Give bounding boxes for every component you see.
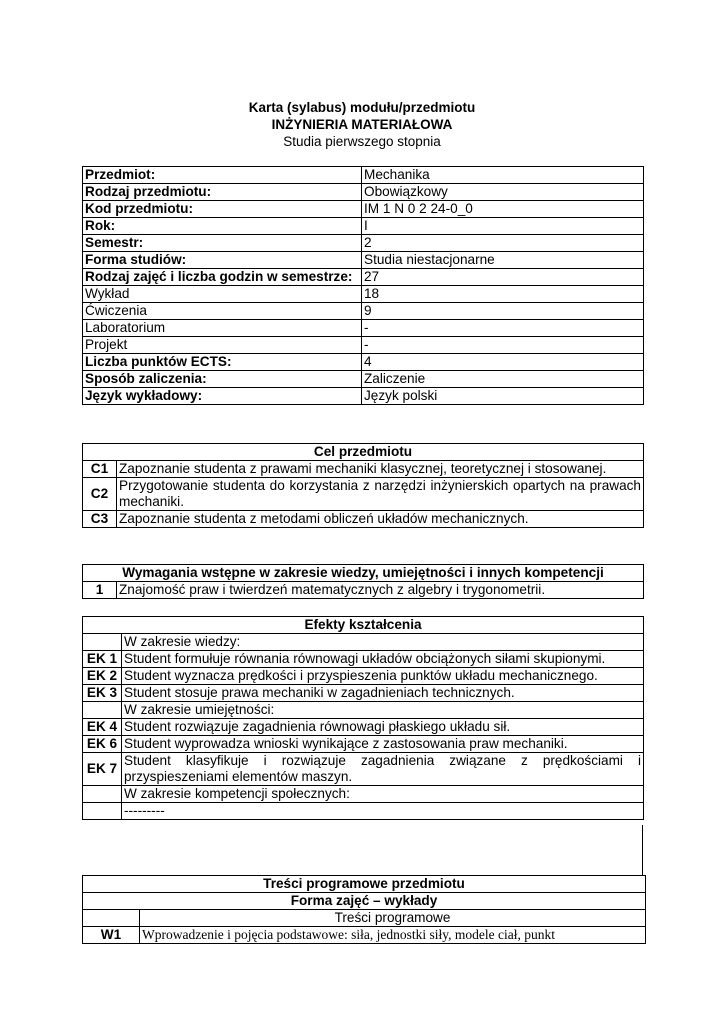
table-row xyxy=(83,320,644,337)
table-row xyxy=(83,461,644,478)
outcome-code: EK 2 xyxy=(83,668,122,685)
table-row xyxy=(83,184,644,201)
outcome-code: EK 7 xyxy=(83,753,122,786)
table-row xyxy=(83,910,646,927)
info-label: Wykład xyxy=(83,286,362,303)
table-row xyxy=(83,634,644,651)
header-line-1: Karta (sylabus) modułu/przedmiotu xyxy=(248,100,476,115)
table-row xyxy=(83,388,644,405)
goal-code: C3 xyxy=(83,511,117,528)
prerequisite-code: 1 xyxy=(83,582,117,599)
table-row xyxy=(83,337,644,354)
outcome-group-label: W zakresie wiedzy: xyxy=(122,634,644,651)
table-row xyxy=(83,893,646,910)
table-row xyxy=(83,668,644,685)
lecture-text: Wprowadzenie i pojęcia podstawowe: siła, jednostki siły, modele ciał, punkt xyxy=(140,927,646,944)
table-row xyxy=(83,702,644,719)
info-value: I xyxy=(362,218,644,235)
outcome-code xyxy=(83,786,122,803)
info-label: Laboratorium xyxy=(83,320,362,337)
table-row xyxy=(83,565,644,582)
header-line-2: INŻYNIERIA MATERIAŁOWA xyxy=(271,117,453,132)
info-value: 27 xyxy=(362,269,644,286)
table-row xyxy=(83,444,644,461)
outcome-code: EK 4 xyxy=(83,719,122,736)
outcome-group-label: W zakresie umiejętności: xyxy=(122,702,644,719)
table-row xyxy=(83,478,644,511)
outcome-text: Student wyprowadza wnioski wynikające z zastosowania praw mechaniki. xyxy=(122,736,644,753)
section-title: Treści programowe przedmiotu xyxy=(83,876,646,893)
info-label: Język wykładowy: xyxy=(83,388,362,405)
outcome-code: EK 3 xyxy=(83,685,122,702)
lecture-code: W1 xyxy=(83,927,140,944)
outcome-text: Student rozwiązuje zagadnienia równowagi płaskiego układu sił. xyxy=(122,719,644,736)
info-value: Zaliczenie xyxy=(362,371,644,388)
table-row xyxy=(83,803,644,820)
info-value: 4 xyxy=(362,354,644,371)
outcome-code xyxy=(83,702,122,719)
table-row xyxy=(83,876,646,893)
info-label: Przedmiot: xyxy=(83,167,362,184)
info-label: Rodzaj przedmiotu: xyxy=(83,184,362,201)
table-row xyxy=(83,167,644,184)
section-title: Efekty kształcenia xyxy=(83,617,644,634)
prerequisite-text: Znajomość praw i twierdzeń matematycznych z algebry i trygonometrii. xyxy=(117,582,644,599)
outcome-text: Student stosuje prawa mechaniki w zagadnieniach technicznych. xyxy=(122,685,644,702)
column-header: Treści programowe xyxy=(140,910,646,927)
info-label: Ćwiczenia xyxy=(83,303,362,320)
info-label: Kod przedmiotu: xyxy=(83,201,362,218)
table-row xyxy=(83,286,644,303)
info-value: - xyxy=(362,337,644,354)
info-value: Mechanika xyxy=(362,167,644,184)
table-row xyxy=(83,617,644,634)
table-row xyxy=(83,201,644,218)
table-row xyxy=(83,753,644,786)
outcome-group-label: W zakresie kompetencji społecznych: xyxy=(122,786,644,803)
table-row xyxy=(83,651,644,668)
section-title: Wymagania wstępne w zakresie wiedzy, umiejętności i innych kompetencji xyxy=(83,565,644,582)
table-row xyxy=(83,511,644,528)
info-value: IM 1 N 0 2 24-0_0 xyxy=(362,201,644,218)
table-row xyxy=(83,354,644,371)
table-row xyxy=(83,303,644,320)
info-value: 2 xyxy=(362,235,644,252)
outcome-text: --------- xyxy=(122,803,644,820)
table-row xyxy=(83,719,644,736)
empty-cell xyxy=(83,910,140,927)
info-label: Rok: xyxy=(83,218,362,235)
table-row xyxy=(83,252,644,269)
info-value: 18 xyxy=(362,286,644,303)
table-row xyxy=(83,582,644,599)
goal-text: Zapoznanie studenta z prawami mechaniki klasycznej, teoretycznej i stosowanej. xyxy=(117,461,644,478)
table-row xyxy=(83,927,646,944)
goal-code: C1 xyxy=(83,461,117,478)
outcome-code: EK 1 xyxy=(83,651,122,668)
program-content-table xyxy=(82,875,646,944)
info-value: Język polski xyxy=(362,388,644,405)
info-label: Rodzaj zajęć i liczba godzin w semestrze: xyxy=(83,269,362,286)
course-info-table xyxy=(82,166,644,405)
info-label: Projekt xyxy=(83,337,362,354)
table-row xyxy=(83,786,644,803)
table-row xyxy=(83,371,644,388)
table-row xyxy=(83,218,644,235)
table-row xyxy=(83,235,644,252)
info-value: Studia niestacjonarne xyxy=(362,252,644,269)
section-subtitle: Forma zajęć – wykłady xyxy=(83,893,646,910)
header-line-3: Studia pierwszego stopnia xyxy=(283,134,441,149)
outcome-text: Student wyznacza prędkości i przyspieszenia punktów układu mechanicznego. xyxy=(122,668,644,685)
outcome-code: EK 6 xyxy=(83,736,122,753)
outcome-text: Student klasyfikuje i rozwiązuje zagadnienia związane z prędkościami i przyspieszeniami elementów maszyn. xyxy=(122,753,644,786)
goal-text: Zapoznanie studenta z metodami obliczeń układów mechanicznych. xyxy=(117,511,644,528)
goal-code: C2 xyxy=(83,478,117,511)
info-label: Forma studiów: xyxy=(83,252,362,269)
table-row xyxy=(83,736,644,753)
info-label: Sposób zaliczenia: xyxy=(83,371,362,388)
section-title: Cel przedmiotu xyxy=(83,444,644,461)
info-value: 9 xyxy=(362,303,644,320)
table-border-line xyxy=(642,825,643,875)
info-value: Obowiązkowy xyxy=(362,184,644,201)
outcome-code xyxy=(83,803,122,820)
document-header xyxy=(0,99,724,150)
outcome-text: Student formułuje równania równowagi układów obciążonych siłami skupionymi. xyxy=(122,651,644,668)
course-goals-table xyxy=(82,443,644,528)
info-label: Liczba punktów ECTS: xyxy=(83,354,362,371)
info-value: - xyxy=(362,320,644,337)
goal-text: Przygotowanie studenta do korzystania z narzędzi inżynierskich opartych na prawach mechaniki. xyxy=(117,478,644,511)
table-row xyxy=(83,269,644,286)
outcome-code xyxy=(83,634,122,651)
info-label: Semestr: xyxy=(83,235,362,252)
table-row xyxy=(83,685,644,702)
learning-outcomes-table xyxy=(82,616,644,820)
prerequisites-table xyxy=(82,564,644,599)
